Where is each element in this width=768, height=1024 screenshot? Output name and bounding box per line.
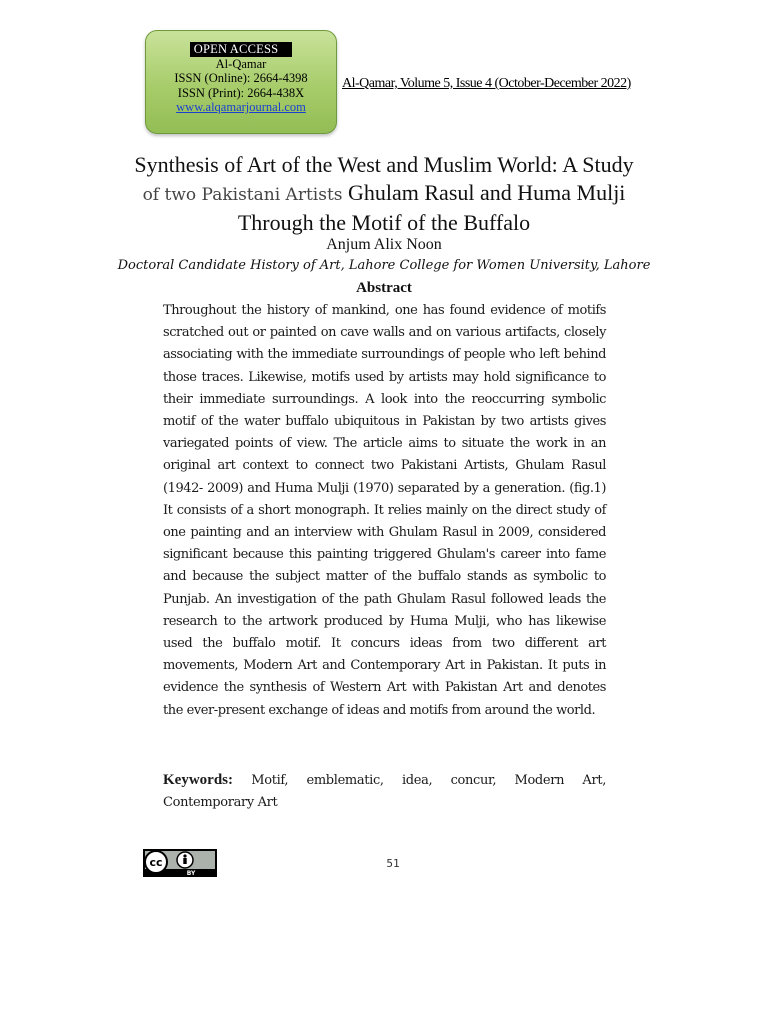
journal-name: Al-Qamar (215, 56, 267, 71)
license-label: BY (186, 870, 196, 877)
journal-issue-header: Al-Qamar, Volume 5, Issue 4 (October-December 2022) (342, 76, 631, 91)
article-title (100, 151, 668, 237)
title-line-3: Through the Motif of the Buffalo (237, 210, 531, 235)
title-line-2b: Ghulam Rasul and Huma Mulji (348, 180, 626, 205)
page-number: 51 (386, 857, 400, 870)
keywords (163, 769, 606, 814)
issn-online: ISSN (Online): 2664-4398 (174, 71, 308, 85)
open-access-label: OPEN ACCESS (190, 42, 293, 57)
title-line-1: Synthesis of Art of the West and Muslim World: A Study (134, 152, 634, 177)
svg-text:cc: cc (149, 856, 163, 869)
title-line-2a: of two Pakistani Artists (142, 185, 343, 205)
keywords-label: Keywords: (163, 772, 233, 788)
open-access-badge (145, 30, 337, 134)
abstract-text: Throughout the history of mankind, one has found evidence of motifs scratched out or painted on cave walls and on various artifacts, closely associating with the immediate surroundings of people who left behind those traces. Likewise, motifs used by artists may hold significance to their immediate surroundings. A look into the reoccurring symbolic motif of the water buffalo ubiquitous in Pakistan by two artists gives variegated points of view. The article aims to situate the work in an original art context to connect two Pakistani Artists, Ghulam Rasul (1942- 2009) and Huma Mulji (1970) separated by a generation. (fig.1) It consists of a short monograph. It relies mainly on the direct study of one painting and an interview with Ghulam Rasul in 2009, considered significant because this painting triggered Ghulam's career into fame and because the subject matter of the buffalo stands as symbolic to Punjab. An investigation of the path Ghulam Rasul followed leads the research to the artwork produced by Huma Mulji, who has likewise used the buffalo motif. It concurs ideas from two different art movements, Modern Art and Contemporary Art in Pakistan. It puts in evidence the synthesis of Western Art with Pakistan Art and denotes the ever-present exchange of ideas and motifs from around the world. (163, 303, 606, 718)
author-name: Anjum Alix Noon (326, 236, 442, 253)
keywords-text: Motif, emblematic, idea, concur, Modern Art, Contemporary Art (163, 773, 606, 811)
abstract-heading: Abstract (356, 280, 412, 296)
journal-website-link[interactable]: www.alqamarjournal.com (176, 100, 306, 114)
author-affiliation: Doctoral Candidate History of Art, Lahore College for Women University, Lahore (117, 258, 651, 273)
issn-print: ISSN (Print): 2664-438X (177, 85, 305, 100)
